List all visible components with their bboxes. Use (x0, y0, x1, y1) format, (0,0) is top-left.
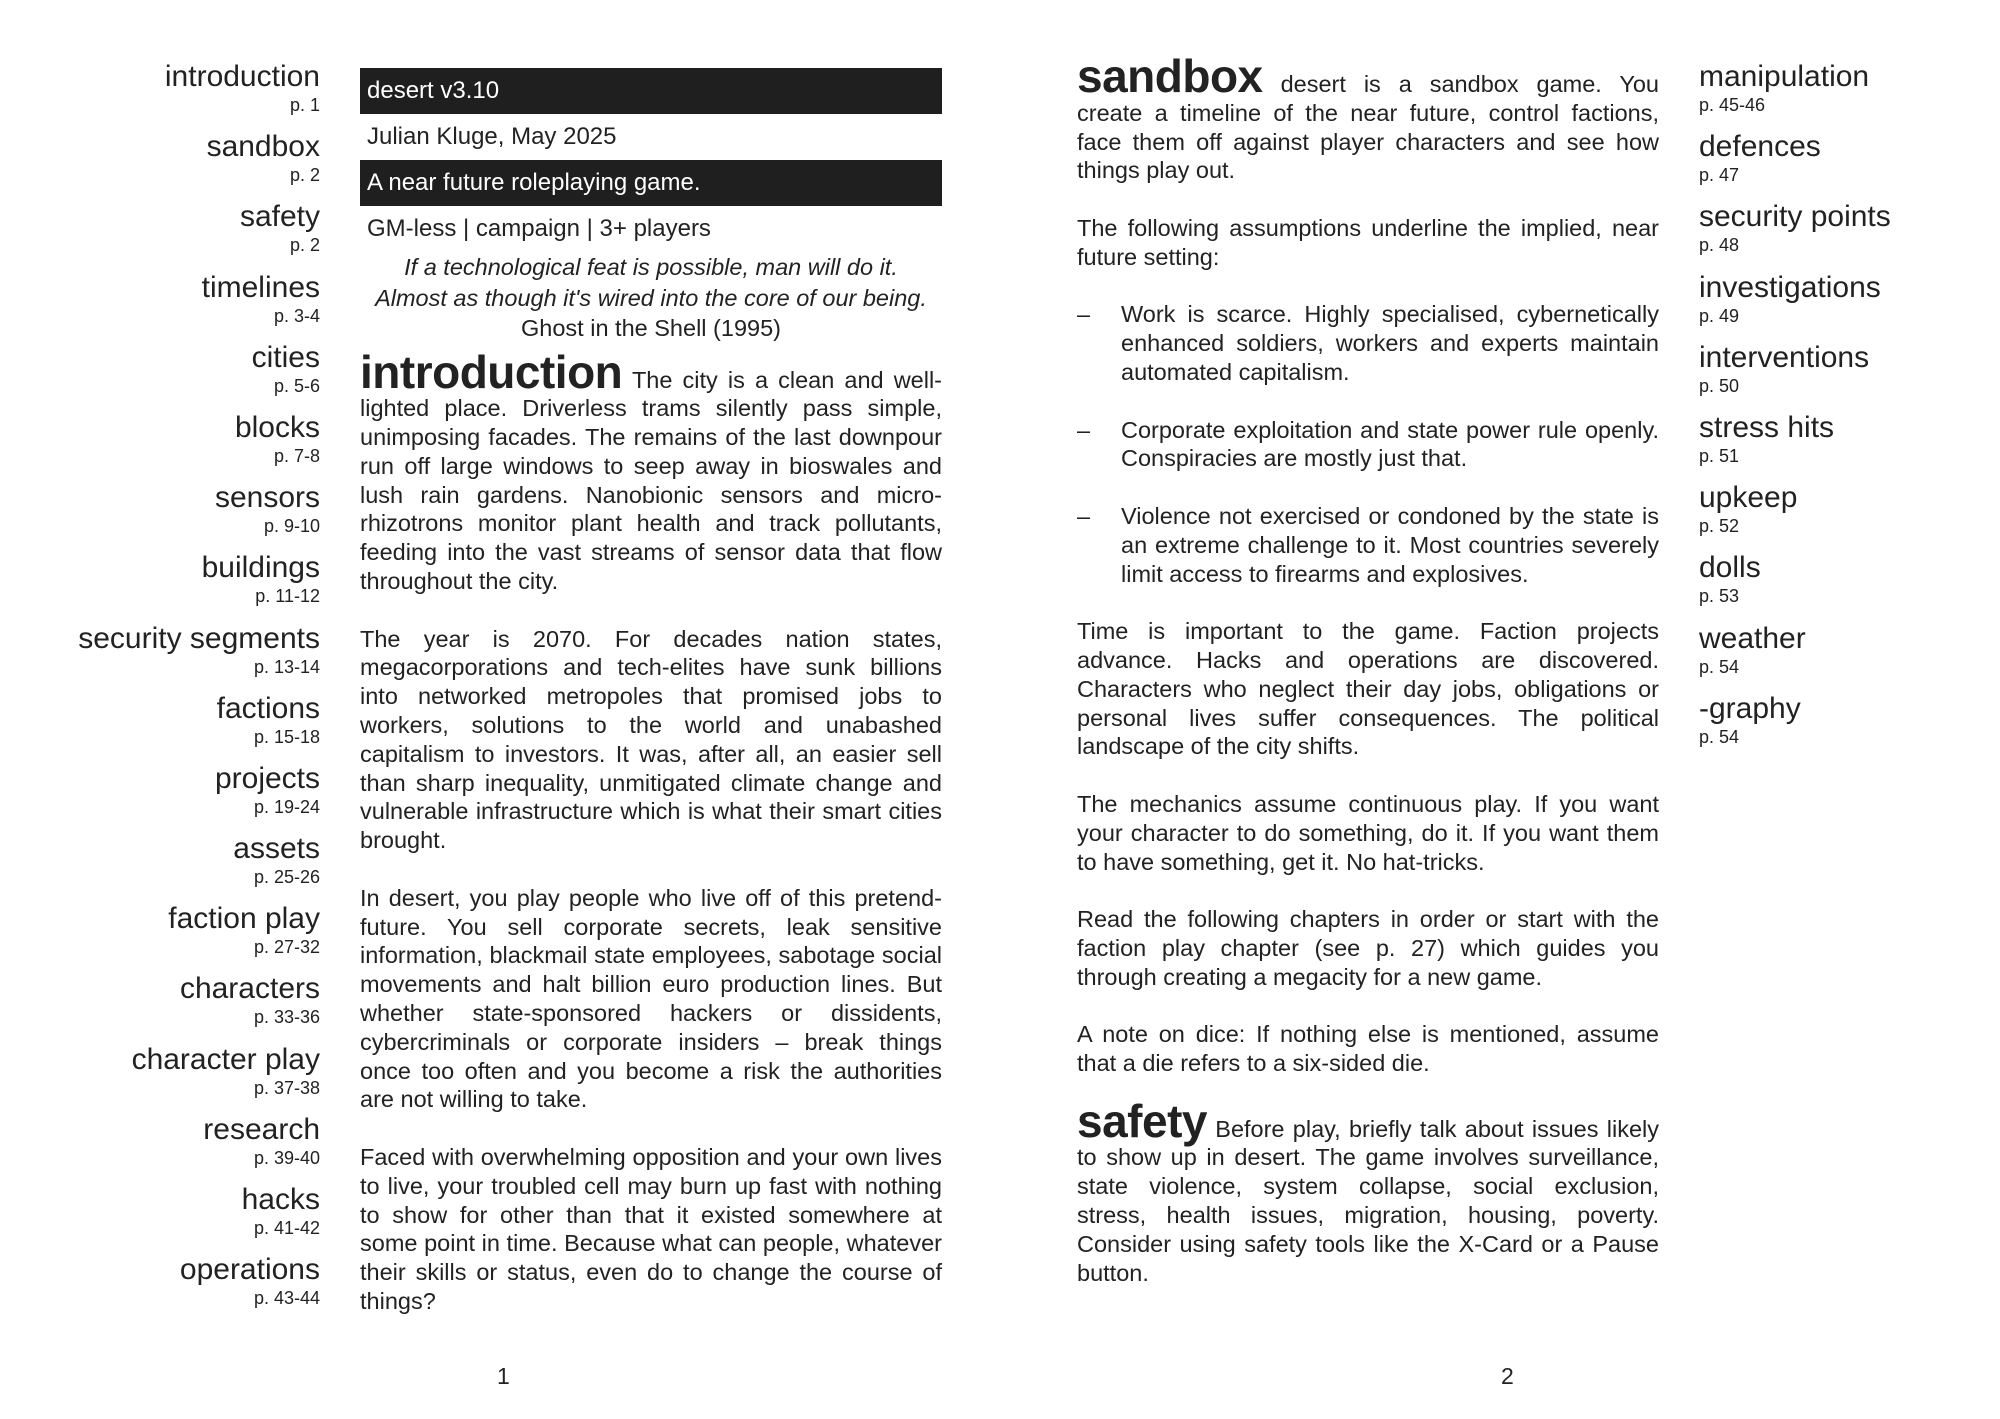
toc-title: stress hits (1699, 410, 1835, 444)
epigraph (360, 252, 942, 344)
toc-entry[interactable] (1699, 60, 1989, 130)
toc-page: p. 3-4 (273, 305, 320, 326)
toc-page: p. 11-12 (255, 586, 320, 607)
epigraph-source: Ghost in the Shell (1995) (521, 315, 781, 341)
toc-title: security points (1699, 200, 1891, 234)
toc-entry[interactable] (30, 130, 320, 200)
toc-entry[interactable] (30, 622, 320, 692)
toc-title: blocks (234, 410, 320, 444)
toc-title: timelines (201, 270, 320, 304)
toc-page: p. 13-14 (253, 656, 320, 677)
toc-entry[interactable] (1699, 130, 1989, 200)
toc-entry[interactable] (30, 551, 320, 621)
toc-title: research (203, 1112, 320, 1146)
sandbox-paragraph: The following assumptions underline the implied, near future setting: (1077, 214, 1659, 270)
list-item-text: Violence not exercised or condoned by the state is an extreme challenge to it. Most countries severely limit access to firearms and explosives. (1121, 502, 1659, 587)
toc-entry[interactable] (1699, 692, 1989, 762)
toc-title: hacks (241, 1183, 320, 1216)
dash-bullet: – (1077, 416, 1091, 443)
toc-title: upkeep (1699, 481, 1798, 515)
dash-bullet: – (1077, 301, 1091, 328)
toc-title: projects (214, 761, 320, 795)
page-one-column (360, 68, 942, 1316)
list-item (1077, 300, 1659, 386)
toc-page: p. 1 (289, 95, 320, 115)
toc-title: manipulation (1699, 60, 1870, 93)
toc-page: p. 37-38 (253, 1077, 320, 1098)
sandbox-paragraph: The mechanics assume continuous play. If you want your character to do something, do it. If you want them to have something, get it. No hat-tricks. (1077, 790, 1659, 875)
assumptions-list (1077, 300, 1659, 588)
toc-title: sandbox (206, 130, 320, 164)
page-number-left: 1 (497, 1363, 510, 1389)
toc-page: p. 51 (1699, 445, 1740, 466)
game-meta: GM-less | campaign | 3+ players (367, 215, 711, 242)
toc-page: p. 52 (1699, 516, 1740, 537)
toc-entry[interactable] (30, 692, 320, 762)
toc-entry[interactable] (1699, 271, 1989, 341)
sandbox-paragraph: Read the following chapters in order or start with the faction play chapter (see p. 27) which guides you through creating a megacity for a new game. (1077, 906, 1659, 990)
toc-title: interventions (1699, 340, 1870, 374)
safety-paragraph (1077, 1094, 1660, 1288)
toc-page: p. 19-24 (253, 796, 320, 817)
toc-page: p. 2 (289, 235, 320, 256)
toc-entry[interactable] (30, 200, 320, 270)
toc-left (30, 60, 320, 1323)
toc-entry[interactable] (1699, 622, 1989, 692)
toc-entry[interactable] (30, 902, 320, 972)
toc-entry[interactable] (30, 1113, 320, 1183)
page-two-column (1077, 50, 1660, 1287)
list-item (1077, 502, 1659, 588)
toc-page: p. 45-46 (1699, 95, 1766, 115)
toc-page: p. 54 (1699, 726, 1740, 747)
section-heading-sandbox: sandbox (1077, 50, 1263, 102)
toc-title: character play (131, 1042, 320, 1076)
introduction-paragraph: Faced with overwhelming opposition and your own lives to live, your troubled cell may burn up fast with nothing to show for other than that it existed somewhere at some point in time. Because what can people, whatever their skills or status, even do to change the course of things? (360, 1144, 942, 1314)
toc-title: operations (179, 1253, 320, 1287)
toc-entry[interactable] (30, 481, 320, 551)
list-item-text: Work is scarce. Highly specialised, cybernetically enhanced soldiers, workers and experts maintain automated capitalism. (1121, 301, 1659, 385)
sandbox-paragraph: A note on dice: If nothing else is mentioned, assume that a die refers to a six-sided die. (1077, 1021, 1659, 1077)
toc-page: p. 47 (1699, 165, 1740, 186)
toc-entry[interactable] (30, 1043, 320, 1113)
toc-title: cities (251, 340, 320, 374)
page-number-right: 2 (1501, 1363, 1514, 1389)
toc-right (1699, 60, 1989, 762)
toc-title: sensors (214, 481, 320, 515)
toc-page: p. 5-6 (273, 375, 320, 396)
introduction-paragraph: In desert, you play people who live off of this pretend-future. You sell corporate secrets, leak sensitive information, blackmail state employees, sabotage social movements and halt billion euro production lines. But whether state-sponsored hackers or dissidents, cybercriminals or corporate insiders – break things once too often and you become a risk the authorities are not willing to take. (360, 884, 942, 1113)
toc-title: buildings (201, 551, 320, 585)
toc-entry[interactable] (30, 832, 320, 902)
toc-page: p. 39-40 (253, 1147, 320, 1168)
toc-title: weather (1699, 621, 1806, 655)
toc-title: dolls (1699, 551, 1761, 585)
toc-entry[interactable] (1699, 200, 1989, 270)
paragraph-text: desert is a sandbox game. You create a timeline of the near future, control factions, face them off against player characters and see how things play out. (1077, 71, 1659, 184)
section-heading-safety: safety (1077, 1094, 1207, 1147)
toc-page: p. 7-8 (273, 445, 320, 466)
toc-entry[interactable] (1699, 411, 1989, 481)
section-heading-introduction: introduction (360, 345, 623, 398)
toc-title: faction play (168, 902, 320, 936)
list-item-text: Corporate exploitation and state power rule openly. Conspiracies are mostly just that. (1121, 416, 1659, 472)
toc-page: p. 2 (289, 165, 320, 186)
dash-bullet: – (1077, 502, 1091, 529)
toc-entry[interactable] (1699, 481, 1989, 551)
toc-page: p. 54 (1699, 656, 1740, 677)
toc-page: p. 33-36 (253, 1007, 320, 1028)
toc-entry[interactable] (30, 60, 320, 130)
list-item (1077, 416, 1659, 474)
epigraph-line: If a technological feat is possible, man will do it. (404, 254, 898, 280)
sandbox-paragraph: Time is important to the game. Faction projects advance. Hacks and operations are discovered. Characters who neglect their day jobs, obligations or personal lives suffer consequences. The political landscape of the city shifts. (1077, 618, 1659, 760)
toc-entry[interactable] (30, 271, 320, 341)
toc-entry[interactable] (30, 341, 320, 411)
toc-title: investigations (1699, 270, 1881, 304)
toc-page: p. 41-42 (253, 1218, 320, 1238)
author-line: Julian Kluge, May 2025 (367, 123, 617, 150)
toc-page: p. 9-10 (263, 516, 320, 537)
introduction-paragraph (360, 345, 942, 596)
toc-page: p. 43-44 (253, 1288, 320, 1309)
toc-entry[interactable] (30, 1183, 320, 1253)
toc-title: defences (1699, 130, 1821, 164)
toc-title: safety (239, 200, 320, 234)
toc-title: -graphy (1699, 691, 1801, 725)
toc-page: p. 53 (1699, 586, 1740, 607)
paragraph-text: Before play, briefly talk about issues likely to show up in desert. The game involves surveillance, state violence, system collapse, social exclusion, stress, health issues, migration, housing, poverty. Consider using safety tools like the X-Card or a Pause button. (1077, 1115, 1660, 1286)
toc-entry[interactable] (30, 411, 320, 481)
toc-entry[interactable] (30, 972, 320, 1042)
toc-page: p. 15-18 (253, 726, 320, 747)
paragraph-text: The city is a clean and well-lighted place. Driverless trams silently pass simple, unimposing facades. The remains of the last downpour run off large windows to seep away in bioswales and lush rain gardens. Nanobionic sensors and micro-rhizotrons monitor plant health and track pollutants, feeding into the vast streams of sensor data that flow throughout the city. (360, 366, 942, 595)
epigraph-line: Almost as though it's wired into the core of our being. (375, 284, 927, 311)
toc-title: security segments (78, 621, 320, 655)
toc-entry[interactable] (1699, 551, 1989, 621)
toc-page: p. 48 (1699, 235, 1740, 256)
toc-entry[interactable] (1699, 341, 1989, 411)
toc-page: p. 27-32 (253, 937, 320, 958)
toc-title: characters (179, 972, 320, 1006)
document-title: desert v3.10 (360, 68, 942, 114)
toc-page: p. 50 (1699, 375, 1740, 396)
toc-page: p. 25-26 (253, 867, 320, 888)
toc-entry[interactable] (30, 1253, 320, 1323)
toc-entry[interactable] (30, 762, 320, 832)
toc-title: introduction (164, 60, 320, 93)
sandbox-paragraph (1077, 50, 1659, 185)
toc-page: p. 49 (1699, 305, 1740, 326)
introduction-paragraph: The year is 2070. For decades nation states, megacorporations and tech-elites have sunk billions into networked metropoles that promised jobs to workers, solutions to the world and unabashed capitalism to investors. It was, after all, an easier sell than sharp inequality, unmitigated climate change and vulnerable infrastructure which is what their smart cities brought. (360, 625, 942, 854)
toc-title: factions (216, 691, 320, 725)
tagline: A near future roleplaying game. (360, 160, 942, 206)
toc-title: assets (233, 832, 320, 866)
